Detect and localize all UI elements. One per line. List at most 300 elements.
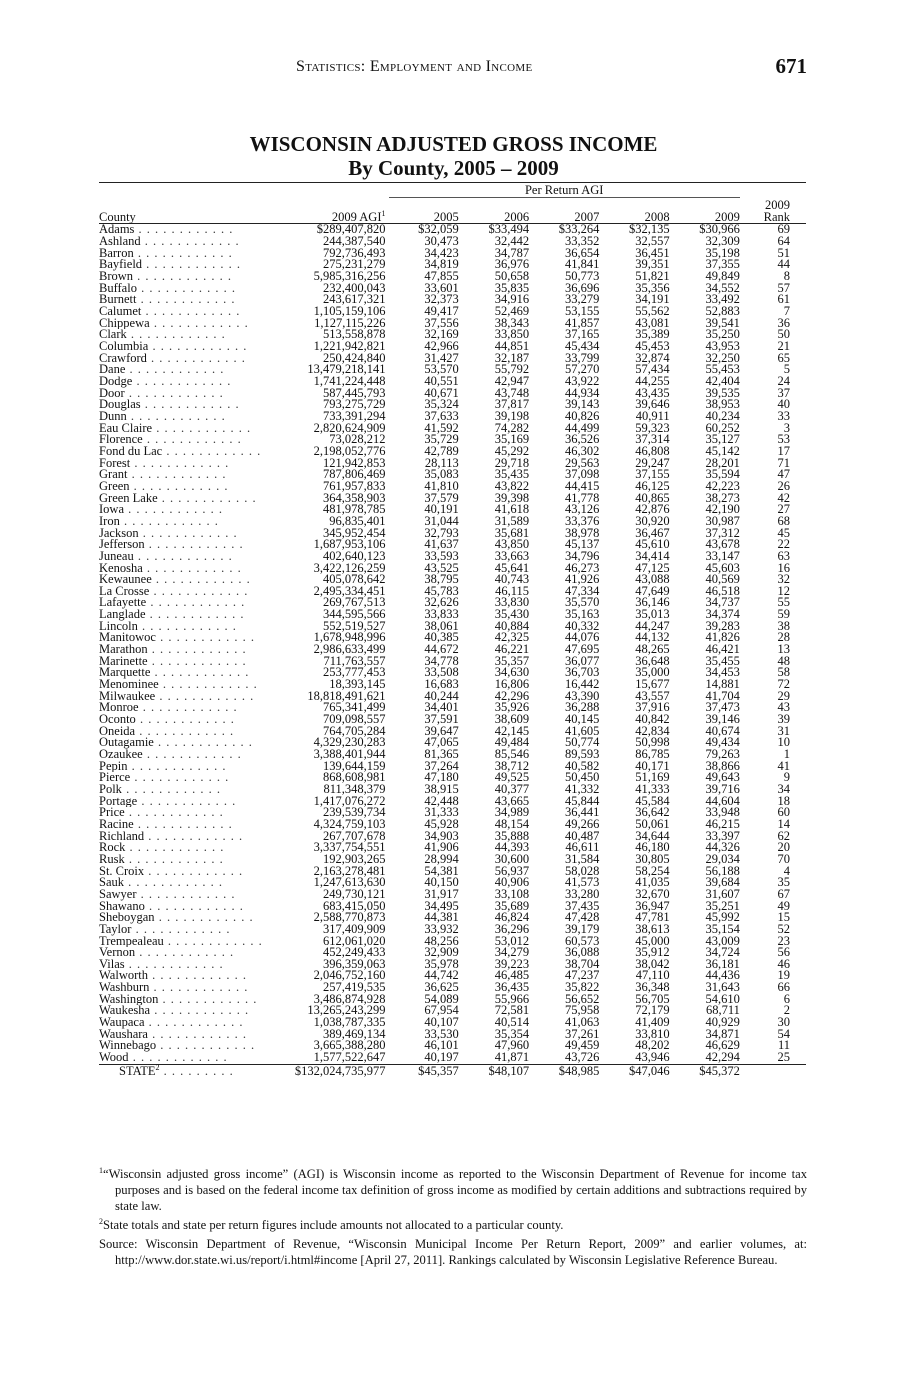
cell-2006: 43,850 xyxy=(494,537,530,552)
cell-2007: 35,822 xyxy=(564,980,600,995)
cell-rank: 4 xyxy=(783,863,790,878)
dot-leader: . . . . . . . . . . . . xyxy=(133,271,233,283)
cell-2008: 59,323 xyxy=(635,420,670,435)
dot-leader: . . . . . . . . . . . . xyxy=(144,830,244,843)
cell-agi: 811,348,379 xyxy=(323,781,386,796)
cell-rank: 63 xyxy=(777,548,790,563)
cell-rank: 30 xyxy=(777,1015,790,1030)
cell-county: Wood . . . . . . . . . . . . xyxy=(99,1052,228,1065)
dot-leader: . . . . . . . . . . . . xyxy=(145,609,245,621)
cell-2006: 31,589 xyxy=(494,513,530,528)
cell-2007: 38,978 xyxy=(564,525,600,540)
cell-2008: 50,061 xyxy=(635,816,670,831)
cell-2009: 33,492 xyxy=(705,292,740,307)
cell-2007: 49,266 xyxy=(564,816,600,831)
cell-2006: 49,484 xyxy=(494,735,530,750)
cell-agi: 2,495,334,451 xyxy=(313,583,386,598)
dot-leader: . . . . . . . . . . . . xyxy=(150,667,250,680)
cell-2007: 40,145 xyxy=(564,712,600,727)
cell-2007: 36,696 xyxy=(564,280,600,295)
dot-leader: . . . . . . . . . . . . xyxy=(130,772,230,784)
cell-2007: 41,778 xyxy=(564,490,600,505)
cell-county: Kewaunee . . . . . . . . . . . . xyxy=(99,574,251,586)
cell-2006: 36,296 xyxy=(494,921,530,936)
cell-2007: 50,450 xyxy=(564,770,600,785)
state-label: STATE$^2$ . . . . . . . . . xyxy=(99,1064,277,1077)
dot-leader: . . . . . . . . . . . . xyxy=(133,247,233,260)
cell-rank: 71 xyxy=(777,455,790,470)
cell-2007: 33,352 xyxy=(564,234,600,249)
cell-agi: 3,388,401,944 xyxy=(313,747,386,761)
cell-county: Dodge . . . . . . . . . . . . xyxy=(99,376,232,388)
cell-2006: 39,198 xyxy=(494,408,530,423)
cell-2007: 39,143 xyxy=(564,397,600,412)
cell-2007: 36,526 xyxy=(564,432,600,447)
dot-leader: . . . . . . . . . . . . xyxy=(156,1040,256,1053)
cell-2009: 39,684 xyxy=(705,875,740,890)
cell-2005: 37,579 xyxy=(424,490,459,505)
cell-2007: 49,459 xyxy=(564,1038,600,1053)
cell-county: Adams . . . . . . . . . . . . xyxy=(99,223,234,237)
cell-rank: 22 xyxy=(777,537,790,552)
cell-agi: 121,942,853 xyxy=(323,455,386,470)
cell-2009: 42,404 xyxy=(705,374,740,388)
cell-2008: 39,646 xyxy=(635,397,670,412)
cell-2007: 89,593 xyxy=(564,747,600,761)
cell-agi: 1,247,613,630 xyxy=(313,875,386,890)
cell-2006: 43,822 xyxy=(494,478,530,493)
cell-2008: 51,169 xyxy=(635,770,670,785)
dot-leader: . . . . . . . . . . . . xyxy=(119,515,219,528)
cell-2007: 36,077 xyxy=(564,653,600,668)
cell-county: Grant . . . . . . . . . . . . xyxy=(99,469,227,481)
cell-2007: 53,155 xyxy=(564,304,600,319)
cell-agi: 18,393,145 xyxy=(329,677,386,692)
cell-2008: 43,088 xyxy=(635,572,670,587)
cell-agi: 764,705,284 xyxy=(323,723,386,738)
cell-rank: 5 xyxy=(783,362,790,377)
col-2006: 2006 xyxy=(459,212,529,224)
cell-agi: 1,741,224,448 xyxy=(313,374,386,388)
cell-agi: 3,422,126,259 xyxy=(313,560,386,575)
cell-agi: 402,640,123 xyxy=(323,548,386,563)
cell-county: Langlade . . . . . . . . . . . . xyxy=(99,609,245,621)
dot-leader: . . . . . . . . . . . . xyxy=(140,399,240,411)
cell-2009: 34,552 xyxy=(705,280,740,295)
cell-2005: 38,061 xyxy=(424,618,459,633)
cell-2009: 46,629 xyxy=(705,1038,740,1053)
cell-county: Walworth . . . . . . . . . . . . xyxy=(99,970,247,983)
cell-2005: 40,197 xyxy=(424,1050,459,1065)
cell-2009: 46,421 xyxy=(705,642,740,657)
cell-2006: 44,393 xyxy=(494,840,530,855)
cell-2006: 40,884 xyxy=(494,618,530,633)
cell-agi: 709,098,557 xyxy=(323,712,386,727)
cell-2007: 29,563 xyxy=(564,455,600,470)
cell-rank: 68 xyxy=(777,513,790,528)
dot-leader: . . . . . . . . . . . . xyxy=(124,958,224,971)
cell-agi: 364,358,903 xyxy=(323,490,386,505)
cell-2008: 38,042 xyxy=(635,956,670,971)
cell-county: Columbia . . . . . . . . . . . . xyxy=(99,341,248,353)
cell-2006: 45,292 xyxy=(494,443,530,458)
cell-2005: 47,855 xyxy=(424,269,459,284)
cell-2008: 33,810 xyxy=(635,1026,670,1041)
dot-leader: . . . . . . . . . . . . xyxy=(132,376,232,388)
cell-2006: 44,851 xyxy=(494,339,530,354)
cell-2007: 36,703 xyxy=(564,665,600,680)
cell-2007: 35,163 xyxy=(564,607,600,622)
cell-2005: 46,101 xyxy=(424,1038,459,1053)
cell-2006: 40,906 xyxy=(494,875,530,890)
cell-rank: 49 xyxy=(777,898,790,913)
cell-2007: 43,390 xyxy=(564,688,600,703)
cell-2009: 34,374 xyxy=(705,607,740,622)
cell-2006: 35,430 xyxy=(494,607,530,622)
cell-2008: 43,946 xyxy=(635,1050,670,1065)
cell-county: Burnett . . . . . . . . . . . . xyxy=(99,294,236,307)
cell-2008: $32,135 xyxy=(629,222,670,237)
dot-leader: . . . . . . . . . . . . xyxy=(125,842,225,854)
cell-rank: 61 xyxy=(777,292,790,307)
cell-2006: 38,609 xyxy=(494,712,530,727)
cell-2009: 37,355 xyxy=(705,257,740,272)
table-body xyxy=(99,224,806,1064)
cell-2006: 35,354 xyxy=(494,1026,530,1041)
cell-agi: 244,387,540 xyxy=(323,234,386,249)
cell-2009: 35,455 xyxy=(705,653,740,668)
agi-table-container xyxy=(99,185,806,1077)
cell-agi: 792,736,493 xyxy=(323,245,386,260)
cell-2009: 52,883 xyxy=(705,304,740,319)
cell-2008: 35,000 xyxy=(635,665,670,680)
cell-2005: 35,324 xyxy=(424,397,459,412)
cell-2008: 47,110 xyxy=(635,968,670,983)
cell-2007: 40,582 xyxy=(564,758,600,773)
cell-2006: 72,581 xyxy=(494,1003,530,1018)
dot-leader: . . . . . . . . . . . . xyxy=(121,783,221,796)
cell-2008: 48,265 xyxy=(635,642,670,657)
cell-rank: 12 xyxy=(777,583,790,598)
cell-county: Crawford . . . . . . . . . . . . xyxy=(99,352,246,365)
cell-2006: 34,787 xyxy=(494,245,530,260)
cell-2006: 41,618 xyxy=(494,502,530,517)
cell-2008: 45,000 xyxy=(635,933,670,948)
cell-2008: 36,146 xyxy=(635,595,670,610)
cell-2007: 60,573 xyxy=(564,933,600,948)
cell-agi: 2,986,633,499 xyxy=(313,642,386,657)
cell-2007: 44,076 xyxy=(564,630,600,645)
cell-2009: 39,283 xyxy=(705,618,740,633)
cell-agi: $289,407,820 xyxy=(316,222,386,237)
cell-2007: $33,264 xyxy=(558,222,600,237)
cell-2005: 45,928 xyxy=(424,816,459,831)
agi-table xyxy=(99,185,806,1077)
cell-2009: 46,215 xyxy=(705,816,740,831)
cell-2009: 45,142 xyxy=(705,443,740,458)
dot-leader: . . . . . . . . . . . . xyxy=(126,410,226,423)
cell-2005: 44,672 xyxy=(424,642,459,657)
cell-rank: 58 xyxy=(777,665,790,680)
cell-2005: 34,903 xyxy=(424,828,459,843)
source-note: Source: Wisconsin Department of Revenue, “Wisconsin Municipal Income Per Return Report, 2009” and earlier volumes, at: http://www.dor.state.wi.us/report/i.html#income [April 27, 2011]. Rankings calculated by Wisconsin Legislative Reference Bureau. xyxy=(99,1237,807,1267)
cell-2005: 28,113 xyxy=(424,455,459,470)
cell-2009: 42,190 xyxy=(705,502,740,517)
cell-county: Waukesha . . . . . . . . . . . . xyxy=(99,1005,250,1018)
dot-leader: . . . . . . . . . . . . xyxy=(136,888,236,901)
cell-2005: 34,401 xyxy=(424,700,459,715)
cell-agi: 481,978,785 xyxy=(323,502,386,517)
cell-county: Marquette . . . . . . . . . . . . xyxy=(99,667,250,680)
cell-2009: 35,594 xyxy=(705,467,740,482)
cell-county: Door . . . . . . . . . . . . xyxy=(99,387,224,400)
cell-2008: 36,947 xyxy=(635,898,670,913)
dot-leader: . . . . . . . . . . . . xyxy=(141,306,241,318)
dot-leader: . . . . . . . . . . . . xyxy=(134,223,234,237)
cell-2006: 55,966 xyxy=(494,991,530,1006)
dot-leader: . . . . . . . . . . . . xyxy=(147,1028,247,1041)
page-header xyxy=(0,54,907,80)
cell-agi: 3,486,874,928 xyxy=(313,991,386,1006)
cell-county: Rock . . . . . . . . . . . . xyxy=(99,842,225,854)
cell-2007: 37,435 xyxy=(564,898,600,913)
col-2009: 2009 xyxy=(670,212,740,224)
cell-2005: 31,044 xyxy=(424,513,459,528)
cell-2008: 34,644 xyxy=(635,828,670,843)
cell-2007: 46,302 xyxy=(564,443,600,458)
cell-2006: 43,748 xyxy=(494,385,530,400)
cell-county: Brown . . . . . . . . . . . . xyxy=(99,271,233,283)
cell-2005: 33,833 xyxy=(424,607,459,622)
cell-agi: 765,341,499 xyxy=(323,700,386,715)
cell-2008: 35,013 xyxy=(635,607,670,622)
cell-agi: 683,415,050 xyxy=(323,898,386,913)
cell-2006: 39,223 xyxy=(494,956,530,971)
dot-leader: . . . . . . . . . . . . xyxy=(126,329,226,342)
cell-2009: 60,252 xyxy=(705,420,740,435)
cell-2008: 46,125 xyxy=(635,478,670,493)
cell-2007: 56,652 xyxy=(564,991,600,1006)
cell-2008: 37,916 xyxy=(635,700,670,715)
cell-2006: 34,279 xyxy=(494,945,530,960)
cell-2007: 41,857 xyxy=(564,315,600,330)
cell-2009: 35,127 xyxy=(705,432,740,447)
dot-leader: . . . . . . . . . . . . xyxy=(147,655,247,668)
cell-2009: 35,250 xyxy=(705,327,740,342)
cell-2008: 35,389 xyxy=(635,327,670,342)
cell-2005: 44,381 xyxy=(424,910,459,925)
cell-2005: 35,083 xyxy=(424,467,459,482)
cell-2009: 44,326 xyxy=(705,840,740,855)
footnotes xyxy=(99,1166,807,1271)
cell-agi: 344,595,566 xyxy=(323,607,386,622)
cell-2008: 36,648 xyxy=(635,653,670,668)
cell-agi: 452,249,433 xyxy=(323,945,386,960)
cell-2006: 42,325 xyxy=(494,630,530,645)
cell-county: Clark . . . . . . . . . . . . xyxy=(99,329,226,342)
cell-2009: 34,453 xyxy=(705,665,740,680)
cell-rank: 43 xyxy=(777,700,790,715)
cell-2007: 41,573 xyxy=(564,875,600,890)
cell-2009: 14,881 xyxy=(705,677,740,692)
cell-2005: 34,423 xyxy=(424,245,459,260)
cell-2005: 34,778 xyxy=(424,653,459,668)
cell-2006: 46,824 xyxy=(494,910,530,925)
cell-rank: 72 xyxy=(777,677,790,692)
cell-2006: 35,357 xyxy=(494,653,530,668)
dot-leader: . . . . . . . . . . . . xyxy=(155,690,255,703)
cell-2008: 36,642 xyxy=(635,805,670,820)
cell-2006: 40,377 xyxy=(494,781,530,796)
cell-2007: 41,926 xyxy=(564,572,600,587)
dot-leader: . . . . . . . . . . . . xyxy=(144,539,244,551)
cell-agi: 2,820,624,909 xyxy=(313,420,386,435)
cell-rank: 10 xyxy=(777,735,790,750)
cell-county: Taylor . . . . . . . . . . . . xyxy=(99,923,231,936)
state-2009: $45,372 xyxy=(670,1064,740,1077)
cell-agi: 243,617,321 xyxy=(323,292,386,307)
cell-2006: 35,681 xyxy=(494,525,530,540)
cell-2008: 51,821 xyxy=(635,269,670,284)
cell-2006: 55,792 xyxy=(494,362,530,377)
cell-2008: 32,557 xyxy=(635,234,670,249)
cell-2008: 47,125 xyxy=(635,560,670,575)
cell-2009: 54,610 xyxy=(705,991,740,1006)
cell-2008: 48,202 xyxy=(635,1038,670,1053)
cell-agi: 3,665,388,280 xyxy=(313,1038,386,1053)
cell-county: Shawano . . . . . . . . . . . . xyxy=(99,900,244,913)
cell-2006: 42,145 xyxy=(494,723,530,738)
cell-county: Waushara . . . . . . . . . . . . xyxy=(99,1028,247,1041)
cell-2005: 33,601 xyxy=(424,280,459,295)
cell-2008: 86,785 xyxy=(635,747,670,761)
cell-county: Trempealeau . . . . . . . . . . . . xyxy=(99,935,263,948)
cell-agi: 257,419,535 xyxy=(323,980,386,995)
cell-2009: 42,294 xyxy=(705,1050,740,1065)
cell-county: Green Lake . . . . . . . . . . . . xyxy=(99,492,257,505)
cell-2009: 40,569 xyxy=(705,572,740,587)
cell-rank: 25 xyxy=(777,1050,790,1065)
dot-leader: . . . . . . . . . . . . xyxy=(152,422,252,435)
cell-agi: 389,469,134 xyxy=(323,1026,386,1041)
cell-rank: 52 xyxy=(777,921,790,936)
cell-county: Ashland . . . . . . . . . . . . xyxy=(99,236,240,248)
cell-2009: 46,518 xyxy=(705,583,740,598)
cell-2008: 40,171 xyxy=(635,758,670,773)
cell-rank: 48 xyxy=(777,653,790,668)
cell-2008: 30,805 xyxy=(635,851,670,866)
cell-2005: 37,591 xyxy=(424,712,459,727)
cell-agi: 2,198,052,776 xyxy=(313,443,386,458)
cell-2008: 40,911 xyxy=(635,408,670,423)
cell-2006: 32,187 xyxy=(494,350,530,365)
cell-2009: 30,987 xyxy=(705,513,740,528)
cell-2008: 44,247 xyxy=(635,618,670,633)
cell-2008: 41,409 xyxy=(635,1015,670,1030)
dot-leader: . . . . . . . . . . . . xyxy=(142,562,242,575)
cell-2007: 58,028 xyxy=(564,863,600,878)
cell-county: La Crosse . . . . . . . . . . . . xyxy=(99,585,249,598)
dot-leader: . . . . . . . . . . . . xyxy=(149,982,249,994)
cell-2006: 32,442 xyxy=(494,234,530,249)
cell-rank: 7 xyxy=(783,304,790,319)
cell-2008: 42,834 xyxy=(635,723,670,738)
cell-2008: 36,467 xyxy=(635,525,670,540)
cell-2008: 32,670 xyxy=(635,886,670,901)
cell-2009: 32,250 xyxy=(705,350,740,365)
cell-2006: 46,221 xyxy=(494,642,530,657)
cell-2005: 32,793 xyxy=(424,525,459,540)
cell-agi: 552,519,527 xyxy=(323,618,386,633)
cell-2008: 41,333 xyxy=(635,781,670,796)
cell-2005: 33,508 xyxy=(424,665,459,680)
cell-2006: 41,871 xyxy=(494,1050,530,1065)
cell-county: Portage . . . . . . . . . . . . xyxy=(99,795,237,808)
dot-leader: . . . . . . . . . . . . xyxy=(138,527,238,540)
state-2008: $47,046 xyxy=(599,1064,669,1077)
cell-2008: 34,191 xyxy=(635,292,670,307)
section-title: Statistics: Employment and Income xyxy=(296,58,533,75)
cell-rank: 40 xyxy=(777,397,790,412)
cell-2008: 50,998 xyxy=(635,735,670,750)
cell-2008: 41,035 xyxy=(635,875,670,890)
cell-2008: 44,255 xyxy=(635,374,670,388)
cell-2005: 40,385 xyxy=(424,630,459,645)
cell-county: Rusk . . . . . . . . . . . . xyxy=(99,853,224,866)
cell-2009: 45,992 xyxy=(705,910,740,925)
cell-2007: 41,063 xyxy=(564,1015,600,1030)
cell-2008: 29,247 xyxy=(635,455,670,470)
cell-county: Manitowoc . . . . . . . . . . . . xyxy=(99,632,255,645)
cell-county: Richland . . . . . . . . . . . . xyxy=(99,830,244,843)
dot-leader: . . . . . . . . . . . . xyxy=(135,947,235,959)
cell-2009: 38,953 xyxy=(705,397,740,412)
cell-rank: 33 xyxy=(777,408,790,423)
state-2005: $45,357 xyxy=(389,1064,459,1077)
cell-2008: 57,434 xyxy=(635,362,670,377)
cell-2006: 53,012 xyxy=(494,933,530,948)
cell-rank: 27 xyxy=(777,502,790,517)
cell-2007: 37,261 xyxy=(564,1026,600,1041)
cell-2008: 42,876 xyxy=(635,502,670,517)
cell-rank: 2 xyxy=(783,1003,790,1018)
cell-rank: 50 xyxy=(777,327,790,342)
cell-rank: 14 xyxy=(777,816,790,831)
cell-rank: 54 xyxy=(777,1026,790,1041)
cell-2005: 41,592 xyxy=(424,420,459,435)
cell-rank: 26 xyxy=(777,478,790,493)
cell-rank: 6 xyxy=(783,991,790,1006)
top-rule xyxy=(99,182,806,183)
dot-leader: . . . . . . . . . . . . xyxy=(124,504,223,516)
cell-rank: 64 xyxy=(777,234,790,249)
cell-2009: 35,251 xyxy=(705,898,740,913)
dot-leader: . . . . . . . . . . . . xyxy=(135,725,235,738)
cell-2005: 37,264 xyxy=(424,758,459,773)
cell-2005: 30,473 xyxy=(424,234,459,249)
dot-leader: . . . . . . . . . . . . xyxy=(140,236,240,248)
cell-2006: 56,937 xyxy=(494,863,530,878)
cell-2009: 28,201 xyxy=(705,455,740,470)
cell-2007: 46,273 xyxy=(564,560,600,575)
cell-2007: 34,796 xyxy=(564,548,600,563)
cell-agi: 868,608,981 xyxy=(323,770,386,785)
cell-2009: 44,436 xyxy=(705,968,740,983)
cell-2005: 40,150 xyxy=(424,875,459,890)
cell-2008: 43,435 xyxy=(635,385,670,400)
state-agi: $132,024,735,977 xyxy=(277,1064,389,1077)
cell-2008: 30,920 xyxy=(635,513,670,528)
